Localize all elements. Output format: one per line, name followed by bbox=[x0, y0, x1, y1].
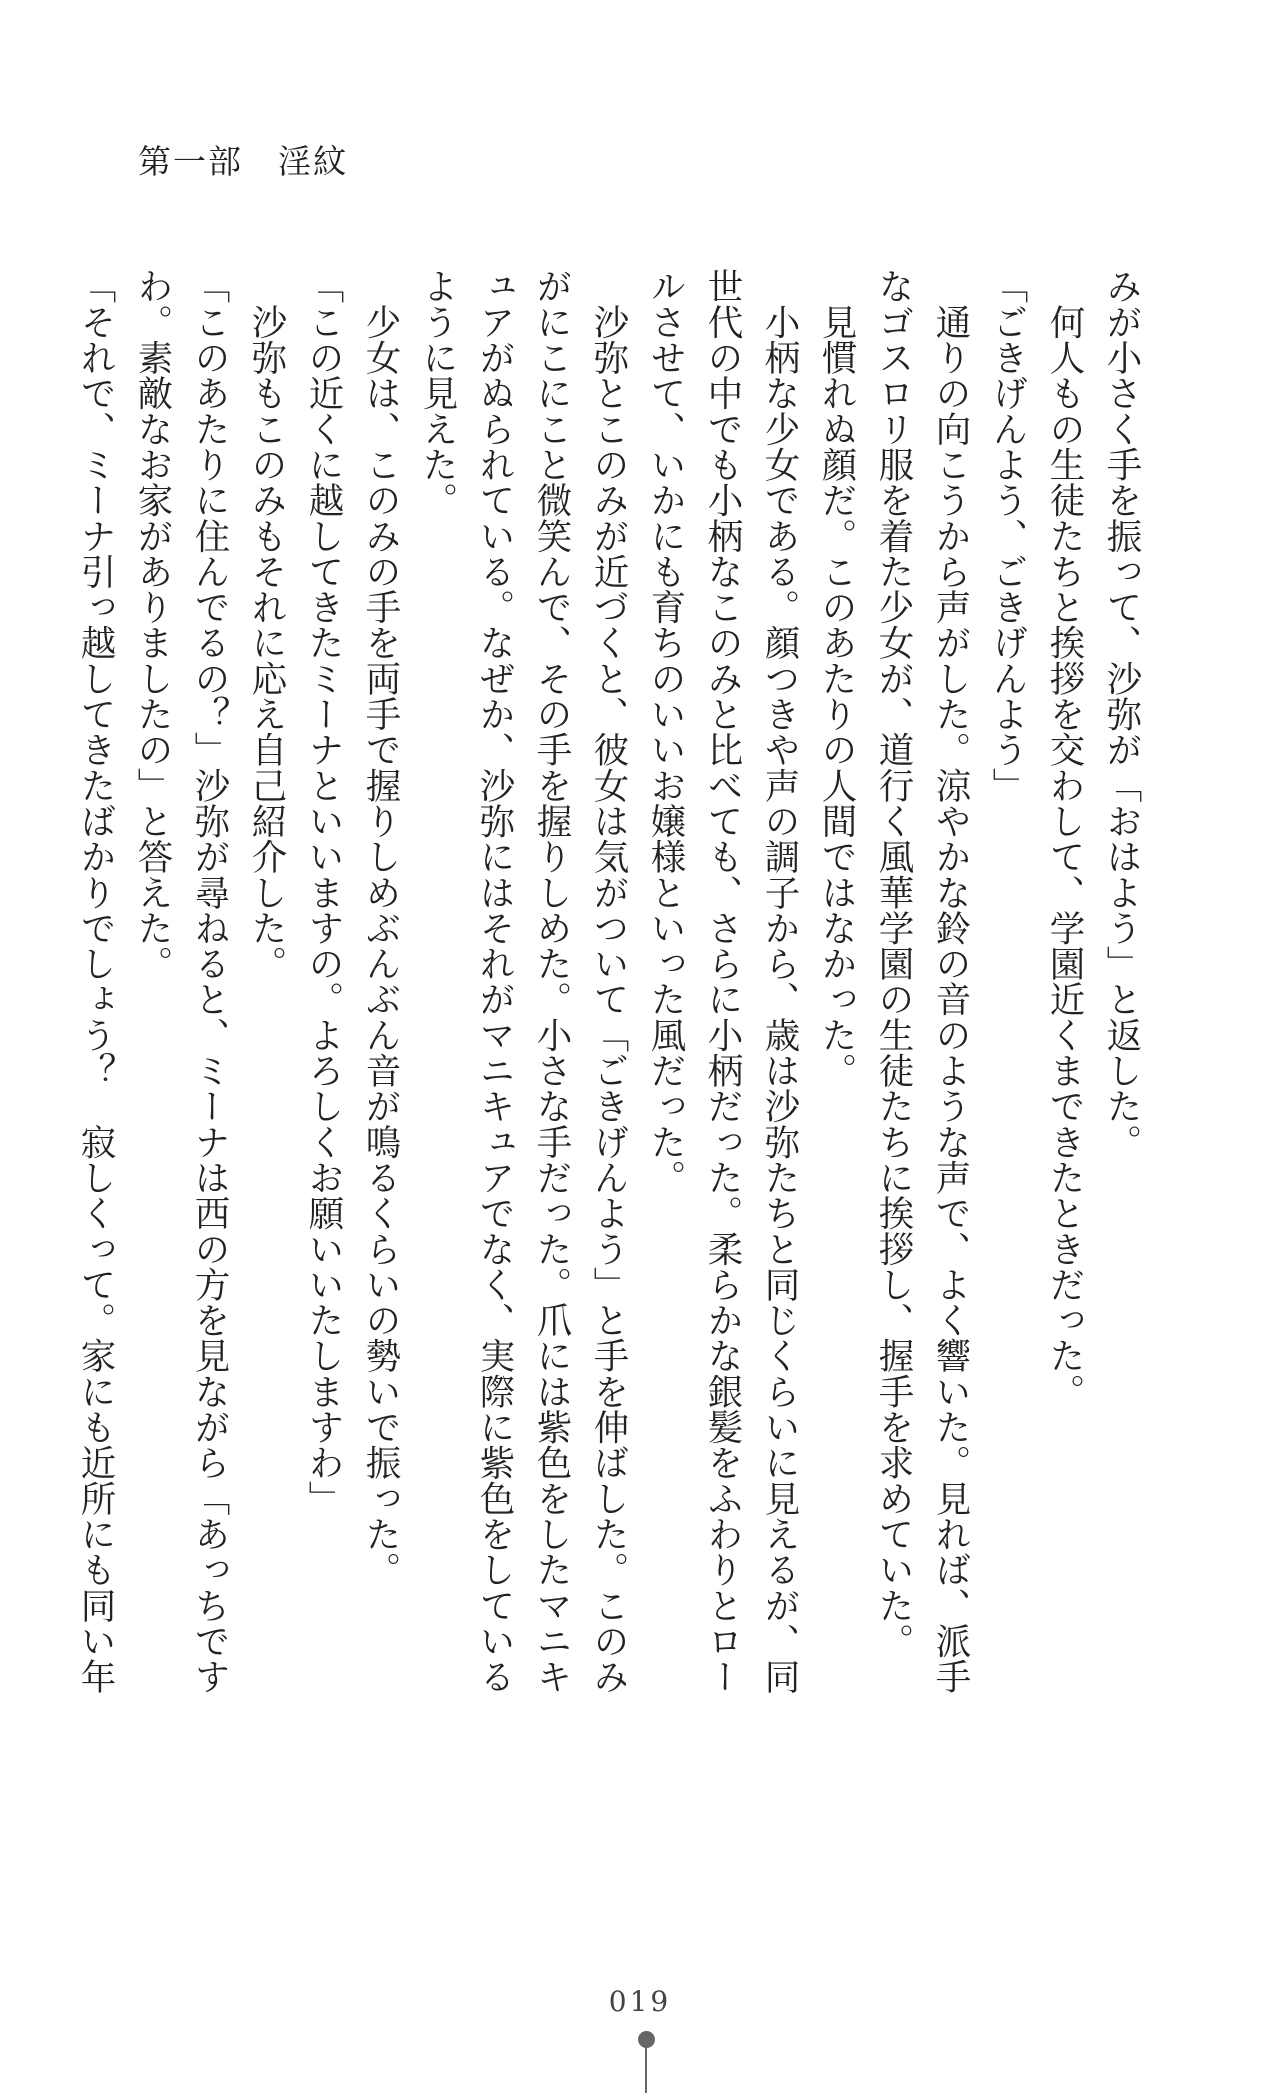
text-line: なゴスロリ服を着た少女が、道行く風華学園の生徒たちに挨拶し、握手を求めていた。 bbox=[873, 268, 914, 1659]
folio-rule-ornament bbox=[645, 2046, 647, 2093]
text-line: みが小さく手を振って、沙弥が「おはよう」と返した。 bbox=[1101, 268, 1142, 1160]
text-line: ュアがぬられている。なぜか、沙弥にはそれがマニキュアでなく、実際に紫色をしている bbox=[474, 268, 515, 1694]
text-line: 小柄な少女である。顔つきや声の調子から、歳は沙弥たちと同じくらいに見えるが、同 bbox=[759, 268, 800, 1694]
page-number: 019 bbox=[608, 1985, 672, 2018]
text-line: がにこにこと微笑んで、その手を握りしめた。小さな手だった。爪には紫色をしたマニキ bbox=[531, 268, 572, 1694]
text-line: 沙弥もこのみもそれに応え自己紹介した。 bbox=[246, 268, 287, 981]
text-line: ルさせて、いかにも育ちのいいお嬢様といった風だった。 bbox=[645, 268, 686, 1195]
text-line: 世代の中でも小柄なこのみと比べても、さらに小柄だった。柔らかな銀髪をふわりとロー bbox=[702, 268, 743, 1694]
running-header: 第一部 淫紋 bbox=[138, 142, 348, 181]
text-line: 少女は、このみの手を両手で握りしめぶんぶん音が鳴るくらいの勢いで振った。 bbox=[360, 268, 401, 1588]
text-line: 何人もの生徒たちと挨拶を交わして、学園近くまできたときだった。 bbox=[1044, 268, 1085, 1409]
body-text bbox=[67, 268, 1150, 1695]
text-line: 「ごきげんよう、ごきげんよう」 bbox=[987, 268, 1028, 803]
text-line: 「それで、ミーナ引っ越してきたばかりでしょう？ 寂しくって。家にも近所にも同い年 bbox=[75, 268, 116, 1695]
text-line: 沙弥とこのみが近づくと、彼女は気がついて「ごきげんよう」と手を伸ばした。このみ bbox=[588, 268, 629, 1694]
text-line: 見慣れぬ顔だ。このあたりの人間ではなかった。 bbox=[816, 268, 857, 1088]
text-line: わ。素敵なお家がありましたの」と答えた。 bbox=[132, 268, 173, 981]
text-line: 通りの向こうから声がした。涼やかな鈴の音のような声で、よく響いた。見れば、派手 bbox=[930, 268, 971, 1694]
text-line: 「この近くに越してきたミーナといいますの。よろしくお願いいたしますわ」 bbox=[303, 268, 344, 1516]
text-line: ように見えた。 bbox=[417, 268, 458, 518]
text-line: 「このあたりに住んでるの？」沙弥が尋ねると、ミーナは西の方を見ながら「あっちです bbox=[189, 268, 230, 1694]
